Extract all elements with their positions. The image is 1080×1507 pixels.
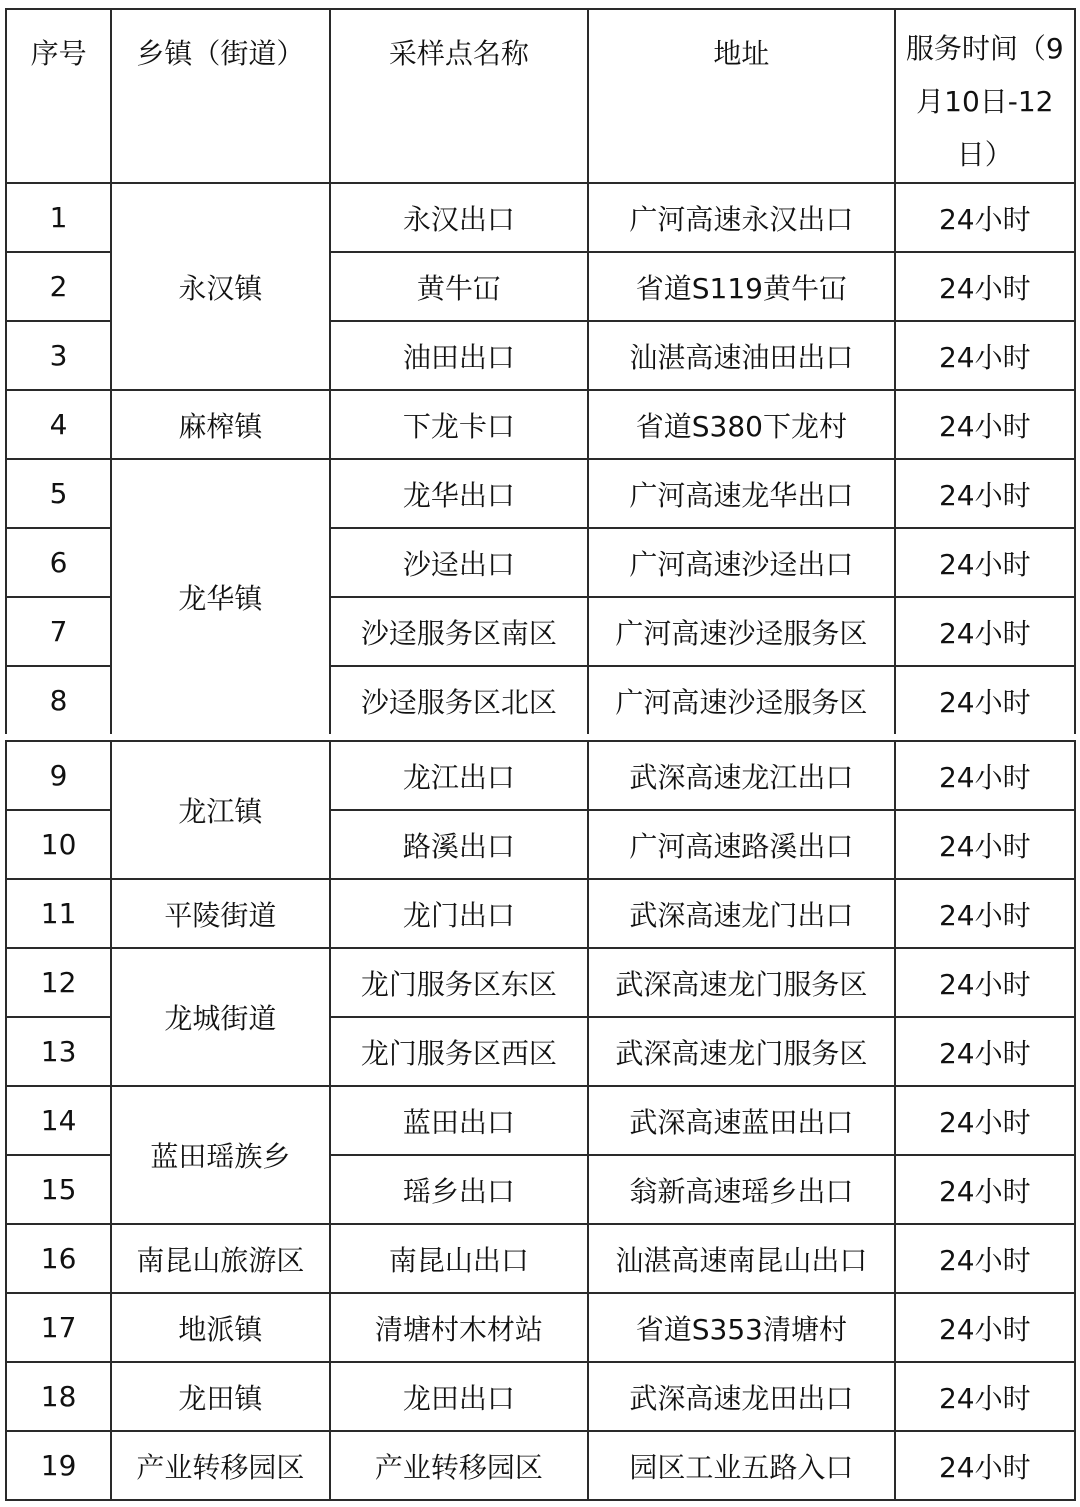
cell-address: 广河高速沙迳出口 (588, 528, 895, 597)
cell-site: 龙田出口 (330, 1362, 588, 1431)
cell-hours: 24小时 (895, 741, 1075, 810)
cell-hours: 24小时 (895, 459, 1075, 528)
cell-no: 12 (6, 948, 111, 1017)
cell-no: 14 (6, 1086, 111, 1155)
cell-hours: 24小时 (895, 321, 1075, 390)
cell-no: 7 (6, 597, 111, 666)
table-body-top (6, 183, 1075, 735)
cell-site: 产业转移园区 (330, 1431, 588, 1500)
header-town: 乡镇（街道） (111, 9, 329, 183)
cell-town: 地派镇 (111, 1293, 329, 1362)
cell-site: 油田出口 (330, 321, 588, 390)
cell-address: 广河高速永汉出口 (588, 183, 895, 252)
header-hours: 服务时间（9月10日-12日） (895, 9, 1075, 183)
cell-address: 广河高速路溪出口 (588, 810, 895, 879)
cell-hours: 24小时 (895, 252, 1075, 321)
sampling-sites-table-bottom (5, 740, 1076, 1501)
cell-site: 龙门出口 (330, 879, 588, 948)
cell-address: 武深高速龙江出口 (588, 741, 895, 810)
header-no: 序号 (6, 9, 111, 183)
table-row (6, 741, 1075, 810)
cell-address: 武深高速龙门出口 (588, 879, 895, 948)
table-row (6, 390, 1075, 459)
cell-town: 产业转移园区 (111, 1431, 329, 1500)
table-row (6, 1362, 1075, 1431)
cell-site: 南昆山出口 (330, 1224, 588, 1293)
cell-hours: 24小时 (895, 390, 1075, 459)
cell-site: 清塘村木材站 (330, 1293, 588, 1362)
cell-town: 永汉镇 (111, 183, 329, 390)
cell-address: 广河高速沙迳服务区 (588, 597, 895, 666)
cell-site: 龙江出口 (330, 741, 588, 810)
table-row (6, 459, 1075, 528)
table-row (6, 948, 1075, 1017)
cell-site: 黄牛冚 (330, 252, 588, 321)
cell-no: 17 (6, 1293, 111, 1362)
cell-hours: 24小时 (895, 1293, 1075, 1362)
cell-no: 6 (6, 528, 111, 597)
cell-town: 龙江镇 (111, 741, 329, 879)
cell-hours: 24小时 (895, 1362, 1075, 1431)
cell-site: 沙迳服务区北区 (330, 666, 588, 735)
cell-address: 武深高速蓝田出口 (588, 1086, 895, 1155)
cell-town: 平陵街道 (111, 879, 329, 948)
cell-no: 5 (6, 459, 111, 528)
cell-town: 龙田镇 (111, 1362, 329, 1431)
cell-town: 蓝田瑶族乡 (111, 1086, 329, 1224)
cell-no: 1 (6, 183, 111, 252)
table-row (6, 1431, 1075, 1500)
cell-address: 翁新高速瑶乡出口 (588, 1155, 895, 1224)
header-address: 地址 (588, 9, 895, 183)
table-row (6, 1086, 1075, 1155)
cell-hours: 24小时 (895, 666, 1075, 735)
cell-hours: 24小时 (895, 597, 1075, 666)
cell-no: 16 (6, 1224, 111, 1293)
cell-town: 龙华镇 (111, 459, 329, 735)
cell-hours: 24小时 (895, 528, 1075, 597)
cell-address: 省道S353清塘村 (588, 1293, 895, 1362)
cell-site: 瑶乡出口 (330, 1155, 588, 1224)
cell-address: 广河高速龙华出口 (588, 459, 895, 528)
cell-town: 麻榨镇 (111, 390, 329, 459)
table-row (6, 1224, 1075, 1293)
cell-address: 武深高速龙门服务区 (588, 1017, 895, 1086)
header-site: 采样点名称 (330, 9, 588, 183)
cell-no: 9 (6, 741, 111, 810)
cell-hours: 24小时 (895, 948, 1075, 1017)
cell-hours: 24小时 (895, 1431, 1075, 1500)
cell-no: 18 (6, 1362, 111, 1431)
cell-no: 8 (6, 666, 111, 735)
cell-town: 南昆山旅游区 (111, 1224, 329, 1293)
cell-site: 下龙卡口 (330, 390, 588, 459)
cell-site: 蓝田出口 (330, 1086, 588, 1155)
cell-hours: 24小时 (895, 1155, 1075, 1224)
sampling-sites-table-top (5, 8, 1076, 736)
cell-hours: 24小时 (895, 879, 1075, 948)
cell-address: 园区工业五路入口 (588, 1431, 895, 1500)
cell-hours: 24小时 (895, 1017, 1075, 1086)
cell-address: 广河高速沙迳服务区 (588, 666, 895, 735)
cell-town: 龙城街道 (111, 948, 329, 1086)
cell-hours: 24小时 (895, 1224, 1075, 1293)
cell-hours: 24小时 (895, 810, 1075, 879)
cell-no: 2 (6, 252, 111, 321)
cell-address: 汕湛高速南昆山出口 (588, 1224, 895, 1293)
cell-address: 汕湛高速油田出口 (588, 321, 895, 390)
cell-no: 4 (6, 390, 111, 459)
table-header-row (6, 9, 1075, 183)
cell-hours: 24小时 (895, 183, 1075, 252)
table-row (6, 183, 1075, 252)
cell-no: 13 (6, 1017, 111, 1086)
cell-no: 3 (6, 321, 111, 390)
cell-site: 路溪出口 (330, 810, 588, 879)
cell-address: 武深高速龙门服务区 (588, 948, 895, 1017)
cell-site: 沙迳出口 (330, 528, 588, 597)
cell-address: 武深高速龙田出口 (588, 1362, 895, 1431)
cell-site: 永汉出口 (330, 183, 588, 252)
cell-hours: 24小时 (895, 1086, 1075, 1155)
cell-no: 10 (6, 810, 111, 879)
cell-no: 11 (6, 879, 111, 948)
cell-site: 龙华出口 (330, 459, 588, 528)
cell-no: 19 (6, 1431, 111, 1500)
cell-site: 沙迳服务区南区 (330, 597, 588, 666)
table-body-bottom (6, 741, 1075, 1500)
cell-site: 龙门服务区东区 (330, 948, 588, 1017)
cell-site: 龙门服务区西区 (330, 1017, 588, 1086)
cell-address: 省道S380下龙村 (588, 390, 895, 459)
table-row (6, 879, 1075, 948)
cell-address: 省道S119黄牛冚 (588, 252, 895, 321)
table-row (6, 1293, 1075, 1362)
cell-no: 15 (6, 1155, 111, 1224)
